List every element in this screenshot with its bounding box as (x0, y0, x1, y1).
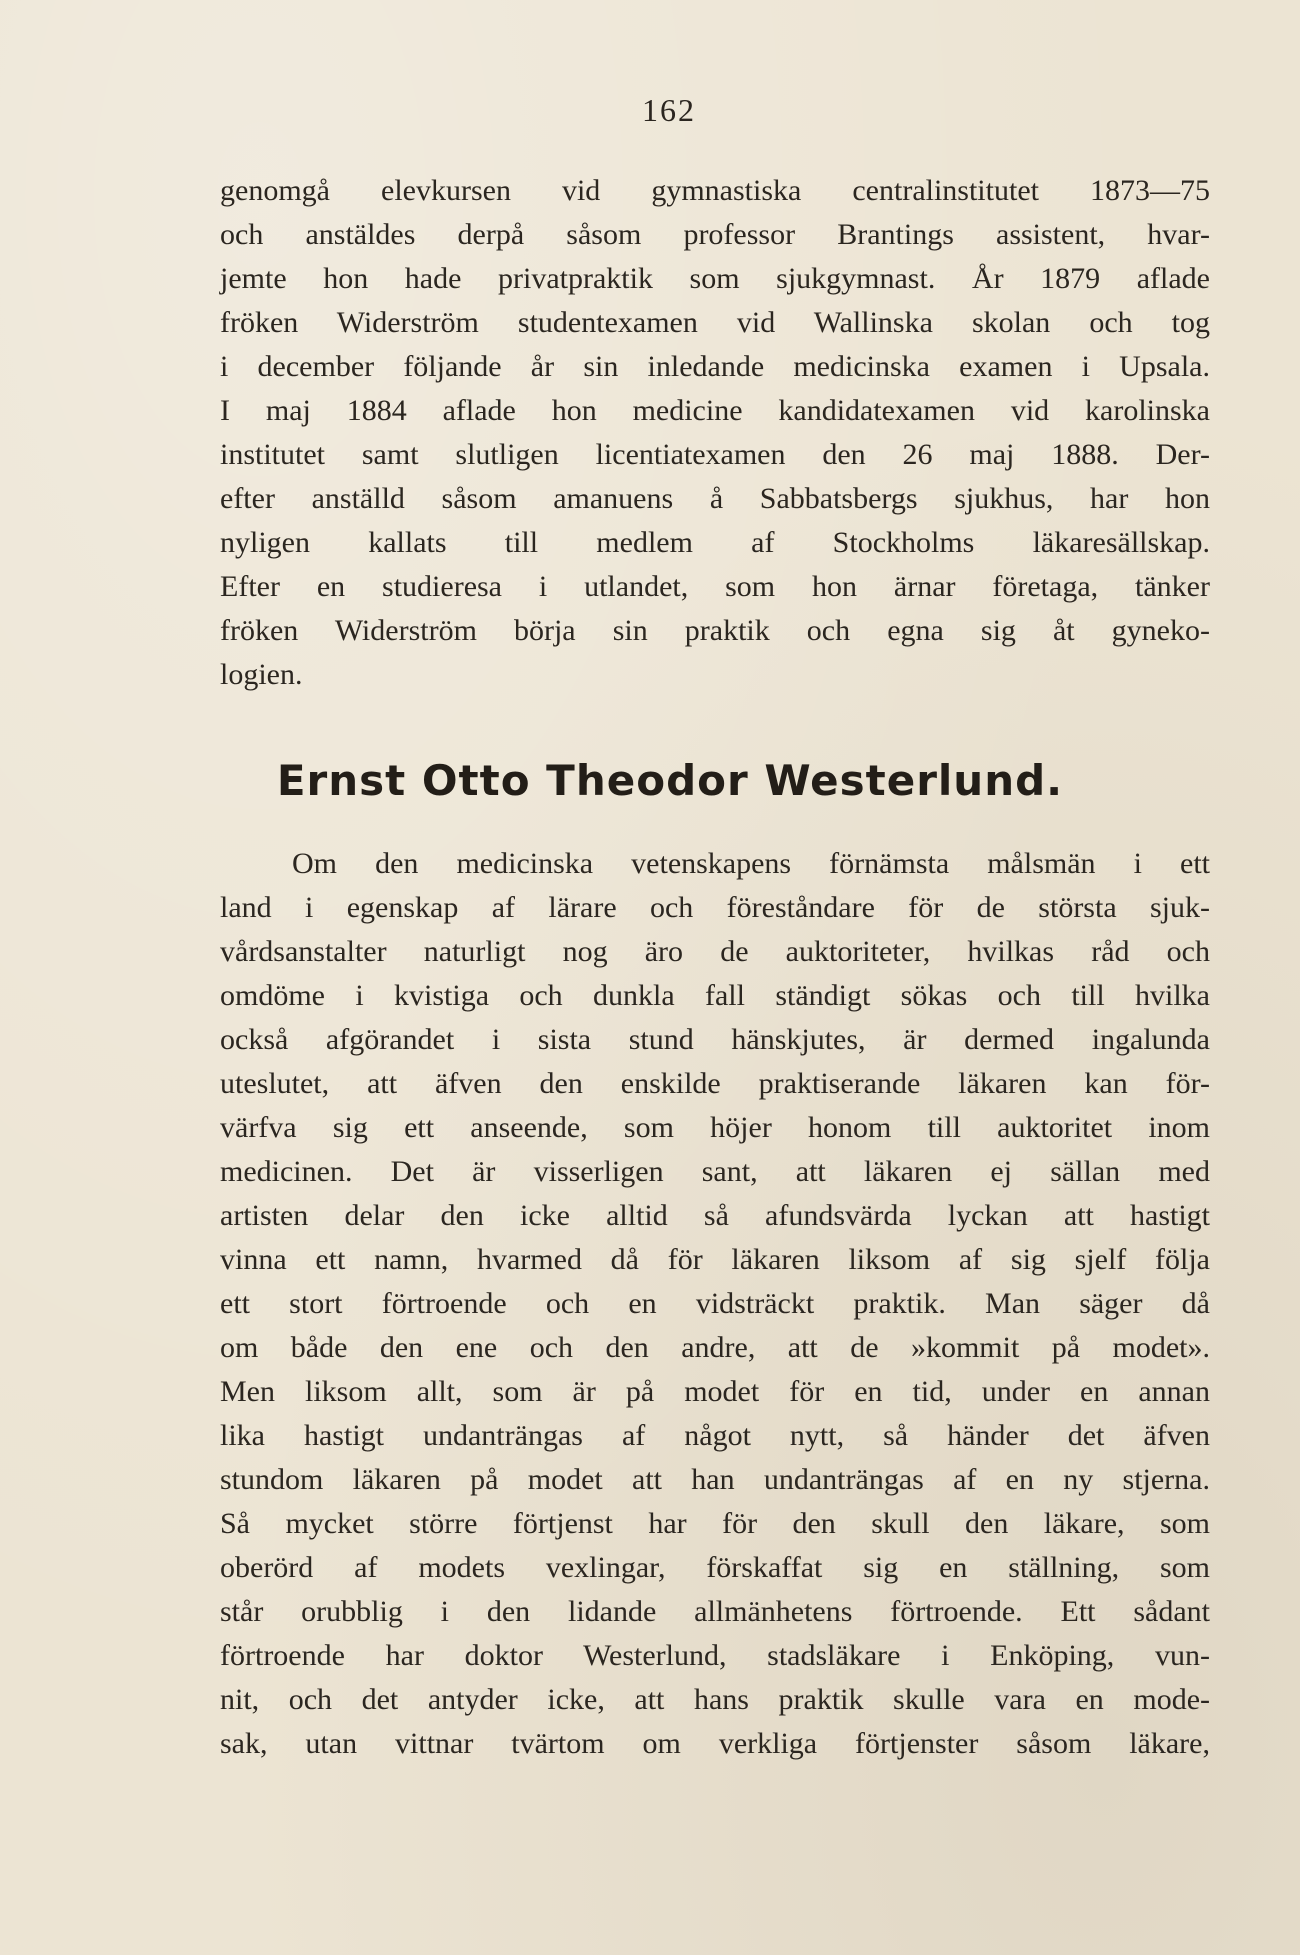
text-line: vårdsanstalter naturligt nog äro de auktoriteter, hvilkas råd och (220, 935, 1210, 968)
text-line: efter anställd såsom amanuens å Sabbatsbergs sjukhus, har hon (220, 482, 1210, 515)
text-line: Om den medicinska vetenskapens förnämsta målsmän i ett (292, 847, 1210, 880)
text-line: nyligen kallats till medlem af Stockholms läkaresällskap. (220, 526, 1210, 559)
text-line: står orubblig i den lidande allmänhetens förtroende. Ett sådant (220, 1595, 1210, 1628)
text-line: förtroende har doktor Westerlund, stadsläkare i Enköping, vun- (220, 1639, 1210, 1672)
page-number: 162 (642, 92, 696, 128)
text-line: I maj 1884 aflade hon medicine kandidatexamen vid karolinska (220, 394, 1210, 427)
text-line: värfva sig ett anseende, som höjer honom till auktoritet inom (220, 1111, 1210, 1144)
text-line: Men liksom allt, som är på modet för en tid, under en annan (220, 1375, 1210, 1408)
text-line: genomgå elevkursen vid gymnastiska centralinstitutet 1873—75 (220, 174, 1210, 207)
text-line: ett stort förtroende och en vidsträckt praktik. Man säger då (220, 1287, 1210, 1320)
text-line: Så mycket större förtjenst har för den skull den läkare, som (220, 1507, 1210, 1540)
text-line: logien. (220, 658, 303, 691)
text-line: uteslutet, att äfven den enskilde praktiserande läkaren kan för- (220, 1067, 1210, 1100)
text-line: institutet samt slutligen licentiatexamen den 26 maj 1888. Der- (220, 438, 1210, 471)
text-line: fröken Widerström börja sin praktik och egna sig åt gyneko- (220, 614, 1210, 647)
text-line: stundom läkaren på modet att han undanträngas af en ny stjerna. (220, 1463, 1210, 1496)
text-line: också afgörandet i sista stund hänskjutes, är dermed ingalunda (220, 1023, 1210, 1056)
text-line: och anstäldes derpå såsom professor Brantings assistent, hvar- (220, 218, 1210, 251)
text-line: nit, och det antyder icke, att hans praktik skulle vara en mode- (220, 1683, 1210, 1716)
text-line: jemte hon hade privatpraktik som sjukgymnast. År 1879 aflade (220, 262, 1210, 295)
text-line: i december följande år sin inledande medicinska examen i Upsala. (220, 350, 1210, 383)
text-line: fröken Widerström studentexamen vid Wallinska skolan och tog (220, 306, 1210, 339)
text-line: artisten delar den icke alltid så afundsvärda lyckan att hastigt (220, 1199, 1210, 1232)
text-line: vinna ett namn, hvarmed då för läkaren liksom af sig sjelf följa (220, 1243, 1210, 1276)
text-line: land i egenskap af lärare och föreståndare för de största sjuk- (220, 891, 1210, 924)
text-line: om både den ene och den andre, att de »kommit på modet». (220, 1331, 1210, 1364)
text-line: sak, utan vittnar tvärtom om verkliga förtjenster såsom läkare, (220, 1727, 1210, 1760)
text-line: lika hastigt undanträngas af något nytt, så händer det äfven (220, 1419, 1210, 1452)
text-line: medicinen. Det är visserligen sant, att läkaren ej sällan med (220, 1155, 1210, 1188)
section-heading: Ernst Otto Theodor Westerlund. (276, 756, 1064, 805)
text-line: oberörd af modets vexlingar, förskaffat sig en ställning, som (220, 1551, 1210, 1584)
text-line: omdöme i kvistiga och dunkla fall ständigt sökas och till hvilka (220, 979, 1210, 1012)
text-line: Efter en studieresa i utlandet, som hon ärnar företaga, tänker (220, 570, 1210, 603)
